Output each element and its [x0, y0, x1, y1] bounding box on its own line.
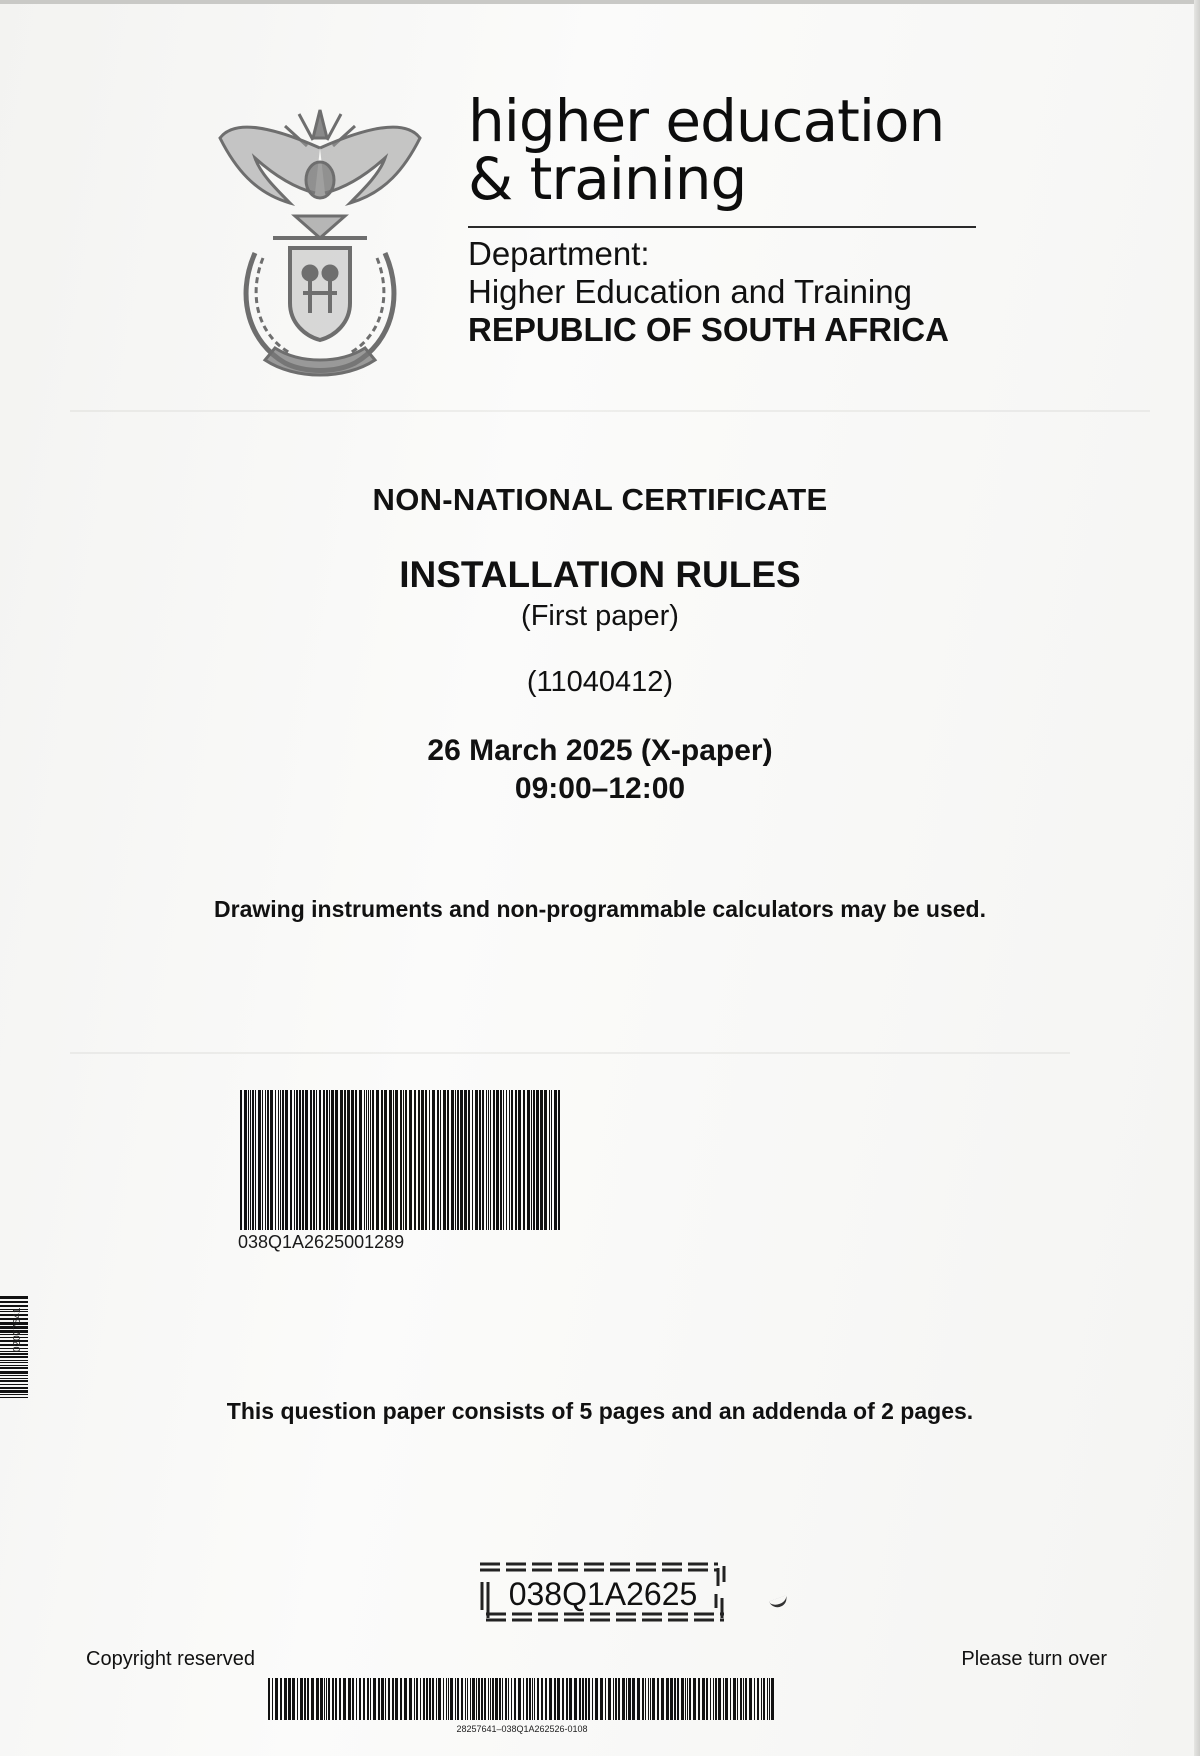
barcode-bar	[351, 1090, 354, 1230]
barcode-bar	[332, 1678, 334, 1720]
barcode-bar	[713, 1678, 714, 1720]
barcode-bar	[418, 1090, 420, 1230]
barcode-bar	[370, 1678, 371, 1720]
barcode-bar	[302, 1090, 304, 1230]
barcode-bar	[582, 1678, 584, 1720]
barcode-bar	[0, 1360, 28, 1361]
barcode-bar	[718, 1678, 721, 1720]
barcode-bar	[710, 1678, 711, 1720]
barcode-bar	[438, 1678, 441, 1720]
barcode-bar	[511, 1090, 513, 1230]
barcode-bar	[280, 1090, 281, 1230]
barcode-bar	[771, 1678, 774, 1720]
barcode-bar	[642, 1678, 644, 1720]
barcode-bar	[645, 1678, 646, 1720]
barcode-bar	[0, 1378, 28, 1379]
barcode-bar	[558, 1090, 560, 1230]
barcode-bar	[272, 1678, 273, 1720]
barcode-bar	[437, 1090, 439, 1230]
paper-label: (First paper)	[521, 600, 679, 632]
barcode-bar	[685, 1678, 686, 1720]
barcode-bar	[329, 1090, 330, 1230]
barcode-bar	[622, 1678, 625, 1720]
barcode-bar	[551, 1090, 552, 1230]
barcode-bar	[368, 1090, 369, 1230]
barcode-bar	[754, 1678, 755, 1720]
barcode-bar	[262, 1090, 263, 1230]
barcode-bar	[404, 1678, 407, 1720]
barcode-bar	[432, 1678, 434, 1720]
barcode-bar	[595, 1678, 598, 1720]
barcode-bar	[533, 1090, 535, 1230]
barcode-bar	[328, 1678, 330, 1720]
barcode-bar	[545, 1678, 547, 1720]
barcode-bar	[502, 1678, 503, 1720]
barcode-bar	[436, 1678, 437, 1720]
barcode-bar	[0, 1375, 28, 1376]
department-label: Department:	[468, 235, 650, 272]
barcode-bar	[0, 1387, 28, 1389]
barcode-bar	[0, 1353, 28, 1355]
barcode-bar	[352, 1678, 354, 1720]
coat-of-arms-icon	[215, 98, 425, 378]
paper-top-edge	[0, 0, 1200, 4]
barcode-bar	[316, 1678, 319, 1720]
barcode-bar	[323, 1090, 325, 1230]
barcode-bar	[490, 1090, 491, 1230]
barcode-bar	[429, 1678, 431, 1720]
barcode-bar	[508, 1678, 509, 1720]
barcode-bar	[569, 1678, 572, 1720]
barcode-bar	[395, 1090, 398, 1230]
barcode-bar	[284, 1678, 287, 1720]
subject-title: INSTALLATION RULES	[399, 554, 801, 595]
barcode-bar	[757, 1678, 759, 1720]
barcode-bar	[632, 1678, 635, 1720]
barcode-bar	[725, 1678, 728, 1720]
barcode-bar	[446, 1678, 447, 1720]
bottom-barcode-number: 28257641–038Q1A262526-0108	[456, 1724, 588, 1734]
barcode-bar	[540, 1090, 543, 1230]
barcode-bar	[698, 1678, 700, 1720]
barcode-bar	[529, 1678, 531, 1720]
barcode-bar	[443, 1678, 444, 1720]
brand-line-2: & training	[468, 145, 747, 213]
paper-right-edge	[1194, 0, 1200, 1756]
barcode-bar	[666, 1678, 669, 1720]
barcode-bar	[414, 1090, 416, 1230]
barcode-bar	[275, 1678, 278, 1720]
barcode-bar	[0, 1301, 28, 1303]
barcode-bar	[500, 1090, 502, 1230]
barcode-bar	[637, 1678, 640, 1720]
barcode-bar	[296, 1090, 298, 1230]
barcode-bar	[416, 1678, 418, 1720]
barcode-bar	[326, 1090, 328, 1230]
barcode-bar	[733, 1678, 736, 1720]
barcode-bar	[367, 1678, 369, 1720]
brand-line-1: higher education	[468, 87, 945, 155]
barcode-bar	[723, 1678, 724, 1720]
barcode-bar	[677, 1678, 679, 1720]
barcode-bar	[304, 1678, 306, 1720]
barcode-bar	[515, 1090, 517, 1230]
barcode-bar	[313, 1090, 315, 1230]
barcode-bar	[426, 1678, 428, 1720]
barcode-bar	[248, 1090, 249, 1230]
barcode-bar	[294, 1090, 295, 1230]
barcode-bar	[282, 1090, 284, 1230]
barcode-bar	[574, 1678, 577, 1720]
barcode-bar	[652, 1678, 655, 1720]
brand-divider	[468, 226, 976, 228]
barcode-bar	[467, 1678, 468, 1720]
barcode-bar	[681, 1678, 684, 1720]
barcode-bar	[359, 1090, 362, 1230]
barcode-bar	[265, 1090, 266, 1230]
barcode-bar	[324, 1678, 325, 1720]
bleed-through-line	[70, 1052, 1070, 1054]
barcode-bar	[409, 1090, 412, 1230]
barcode-bar	[537, 1678, 539, 1720]
barcode-bar	[670, 1678, 673, 1720]
barcode-bar	[514, 1678, 516, 1720]
barcode-bar	[240, 1090, 242, 1230]
pen-mark	[769, 1595, 789, 1610]
turn-over-note: Please turn over	[961, 1648, 1107, 1670]
barcode-bar	[511, 1678, 512, 1720]
barcode-bar	[385, 1678, 386, 1720]
barcode-bar	[376, 1090, 379, 1230]
barcode-bar	[468, 1090, 470, 1230]
barcode-bar	[687, 1678, 688, 1720]
barcode-bar	[554, 1678, 556, 1720]
barcode-bar	[420, 1678, 421, 1720]
barcode-bar	[715, 1678, 717, 1720]
barcode-bar	[470, 1678, 471, 1720]
barcode-bar	[566, 1678, 568, 1720]
barcode-bar	[549, 1090, 550, 1230]
barcode-bar	[0, 1362, 28, 1363]
department-name: Higher Education and Training	[468, 273, 912, 310]
barcode-bar	[290, 1090, 292, 1230]
barcode-bar	[335, 1678, 337, 1720]
barcode-bar	[311, 1678, 314, 1720]
main-barcode	[240, 1090, 560, 1230]
barcode-bar	[526, 1678, 528, 1720]
barcode-bar	[381, 1090, 383, 1230]
barcode-bar	[472, 1090, 473, 1230]
barcode-bar	[749, 1678, 752, 1720]
barcode-bar	[481, 1678, 483, 1720]
barcode-bar	[486, 1090, 487, 1230]
barcode-bar	[432, 1090, 435, 1230]
barcode-bar	[405, 1090, 407, 1230]
barcode-bar	[366, 1090, 367, 1230]
barcode-bar	[319, 1090, 321, 1230]
barcode-bar	[0, 1380, 28, 1382]
barcode-bar	[421, 1090, 424, 1230]
barcode-bar	[737, 1678, 738, 1720]
barcode-bar	[0, 1371, 28, 1374]
department-block	[468, 235, 988, 349]
barcode-bar	[316, 1090, 317, 1230]
barcode-bar	[490, 1678, 491, 1720]
country-name: REPUBLIC OF SOUTH AFRICA	[468, 311, 949, 348]
barcode-bar	[429, 1090, 430, 1230]
barcode-bar	[373, 1678, 376, 1720]
main-barcode-number: 038Q1A2625001289	[238, 1232, 405, 1252]
barcode-bar	[403, 1090, 404, 1230]
barcode-bar	[280, 1678, 282, 1720]
barcode-bar	[258, 1090, 261, 1230]
barcode-bar	[628, 1678, 631, 1720]
barcode-bar	[613, 1678, 614, 1720]
barcode-bar	[495, 1678, 498, 1720]
barcode-bar	[378, 1678, 380, 1720]
barcode-bar	[381, 1678, 384, 1720]
barcode-bar	[392, 1678, 394, 1720]
barcode-bar	[440, 1090, 441, 1230]
barcode-bar	[455, 1090, 456, 1230]
barcode-bar	[270, 1090, 273, 1230]
code-box-text: 038Q1A2625	[508, 1576, 698, 1612]
barcode-bar	[626, 1678, 627, 1720]
barcode-bar	[488, 1678, 489, 1720]
barcode-bar	[484, 1678, 486, 1720]
barcode-bar	[650, 1678, 651, 1720]
barcode-bar	[297, 1678, 298, 1720]
barcode-bar	[554, 1090, 557, 1230]
barcode-bar	[0, 1296, 28, 1299]
barcode-bar	[457, 1678, 459, 1720]
barcode-bar	[761, 1678, 762, 1720]
barcode-bar	[465, 1678, 466, 1720]
subject-code: (11040412)	[526, 666, 674, 698]
barcode-bar	[320, 1678, 323, 1720]
certificate-title: NON-NATIONAL CERTIFICATE	[372, 482, 828, 517]
barcode-bar	[0, 1356, 28, 1358]
barcode-bar	[310, 1090, 312, 1230]
barcode-bar	[479, 1090, 481, 1230]
barcode-bar	[370, 1090, 371, 1230]
barcode-bar	[252, 1090, 254, 1230]
barcode-bar	[305, 1090, 308, 1230]
instruments-note: Drawing instruments and non-programmable calculators may be used.	[214, 896, 986, 922]
barcode-bar	[544, 1090, 547, 1230]
barcode-bar	[518, 1090, 521, 1230]
barcode-bar	[527, 1090, 530, 1230]
barcode-bar	[388, 1678, 390, 1720]
barcode-bar	[464, 1090, 467, 1230]
barcode-bar	[541, 1678, 543, 1720]
barcode-bar	[335, 1090, 338, 1230]
brand-title	[468, 87, 988, 213]
barcode-bar	[693, 1678, 696, 1720]
barcode-bar	[706, 1678, 708, 1720]
barcode-bar	[425, 1090, 427, 1230]
barcode-bar	[414, 1678, 415, 1720]
barcode-bar	[562, 1678, 564, 1720]
barcode-bar	[557, 1678, 560, 1720]
barcode-bar	[740, 1678, 742, 1720]
barcode-bar	[549, 1678, 552, 1720]
barcode-bar	[339, 1678, 341, 1720]
barcode-bar	[359, 1678, 361, 1720]
barcode-bar	[585, 1678, 587, 1720]
barcode-bar	[300, 1678, 303, 1720]
barcode-bar	[763, 1678, 765, 1720]
barcode-bar	[244, 1090, 247, 1230]
bottom-barcode	[268, 1678, 776, 1720]
barcode-bar	[363, 1678, 365, 1720]
barcode-bar	[492, 1678, 494, 1720]
barcode-bar	[648, 1678, 649, 1720]
barcode-bar	[674, 1678, 676, 1720]
barcode-bar	[615, 1678, 617, 1720]
barcode-bar	[472, 1678, 475, 1720]
barcode-bar	[299, 1090, 301, 1230]
barcode-bar	[326, 1678, 327, 1720]
copyright-notice: Copyright reserved	[86, 1648, 255, 1670]
barcode-bar	[600, 1678, 603, 1720]
barcode-bar	[475, 1090, 478, 1230]
barcode-bar	[343, 1678, 346, 1720]
barcode-bar	[534, 1678, 535, 1720]
barcode-bar	[0, 1394, 28, 1395]
barcode-bar	[457, 1090, 459, 1230]
barcode-bar	[532, 1678, 533, 1720]
barcode-bar	[451, 1090, 454, 1230]
barcode-bar	[340, 1090, 343, 1230]
barcode-bar	[608, 1678, 611, 1720]
barcode-bar	[605, 1678, 606, 1720]
barcode-bar	[292, 1678, 295, 1720]
barcode-bar	[0, 1367, 28, 1369]
barcode-bar	[661, 1678, 664, 1720]
barcode-bar	[331, 1090, 334, 1230]
barcode-bar	[389, 1090, 392, 1230]
barcode-bar	[447, 1090, 449, 1230]
pages-note: This question paper consists of 5 pages and an addenda of 2 pages.	[226, 1398, 974, 1424]
barcode-bar	[592, 1678, 593, 1720]
barcode-bar	[488, 1090, 489, 1230]
barcode-bar	[278, 1090, 279, 1230]
barcode-bar	[730, 1678, 731, 1720]
barcode-bar	[267, 1090, 269, 1230]
exam-time: 09:00–12:00	[514, 772, 686, 805]
barcode-bar	[518, 1678, 521, 1720]
barcode-bar	[384, 1090, 387, 1230]
barcode-bar	[307, 1678, 309, 1720]
barcode-bar	[745, 1678, 747, 1720]
barcode-bar	[493, 1090, 495, 1230]
barcode-bar	[423, 1678, 425, 1720]
barcode-bar	[743, 1678, 744, 1720]
barcode-bar	[496, 1090, 499, 1230]
barcode-bar	[255, 1090, 256, 1230]
barcode-bar	[460, 1090, 463, 1230]
barcode-bar	[409, 1678, 412, 1720]
barcode-bar	[579, 1678, 581, 1720]
bleed-through-line	[70, 410, 1150, 412]
exam-date: 26 March 2025 (X-paper)	[427, 734, 773, 767]
barcode-bar	[393, 1090, 394, 1230]
barcode-bar	[509, 1090, 510, 1230]
barcode-bar	[689, 1678, 691, 1720]
barcode-bar	[288, 1678, 291, 1720]
barcode-bar	[344, 1090, 346, 1230]
barcode-bar	[285, 1090, 288, 1230]
barcode-bar	[372, 1090, 374, 1230]
barcode-bar	[476, 1678, 477, 1720]
barcode-bar	[395, 1678, 398, 1720]
barcode-bar	[588, 1678, 590, 1720]
barcode-bar	[275, 1090, 276, 1230]
barcode-bar	[531, 1090, 532, 1230]
barcode-bar	[769, 1678, 770, 1720]
barcode-bar	[618, 1678, 620, 1720]
barcode-bar	[455, 1678, 456, 1720]
barcode-bar	[250, 1090, 251, 1230]
barcode-bar	[767, 1678, 768, 1720]
barcode-bar	[356, 1678, 357, 1720]
barcode-bar	[536, 1090, 539, 1230]
barcode-bar	[347, 1090, 350, 1230]
barcode-bar	[506, 1090, 507, 1230]
barcode-bar	[268, 1678, 270, 1720]
barcode-bar	[448, 1678, 449, 1720]
barcode-bar	[0, 1384, 28, 1385]
barcode-bar	[461, 1678, 463, 1720]
barcode-bar	[482, 1090, 484, 1230]
barcode-bar	[523, 1678, 524, 1720]
barcode-bar	[523, 1090, 525, 1230]
barcode-bar	[355, 1090, 357, 1230]
barcode-bar	[364, 1090, 365, 1230]
barcode-bar	[443, 1090, 446, 1230]
barcode-bar	[503, 1090, 504, 1230]
side-barcode-number: 02027641	[12, 1307, 23, 1352]
barcode-bar	[657, 1678, 659, 1720]
barcode-bar	[450, 1678, 453, 1720]
barcode-bar	[400, 1678, 402, 1720]
barcode-bar	[0, 1390, 28, 1393]
barcode-bar	[400, 1090, 402, 1230]
barcode-bar	[702, 1678, 705, 1720]
barcode-bar	[348, 1678, 351, 1720]
barcode-bar	[478, 1678, 480, 1720]
barcode-bar	[505, 1678, 507, 1720]
barcode-bar	[0, 1365, 28, 1366]
barcode-bar	[499, 1678, 501, 1720]
